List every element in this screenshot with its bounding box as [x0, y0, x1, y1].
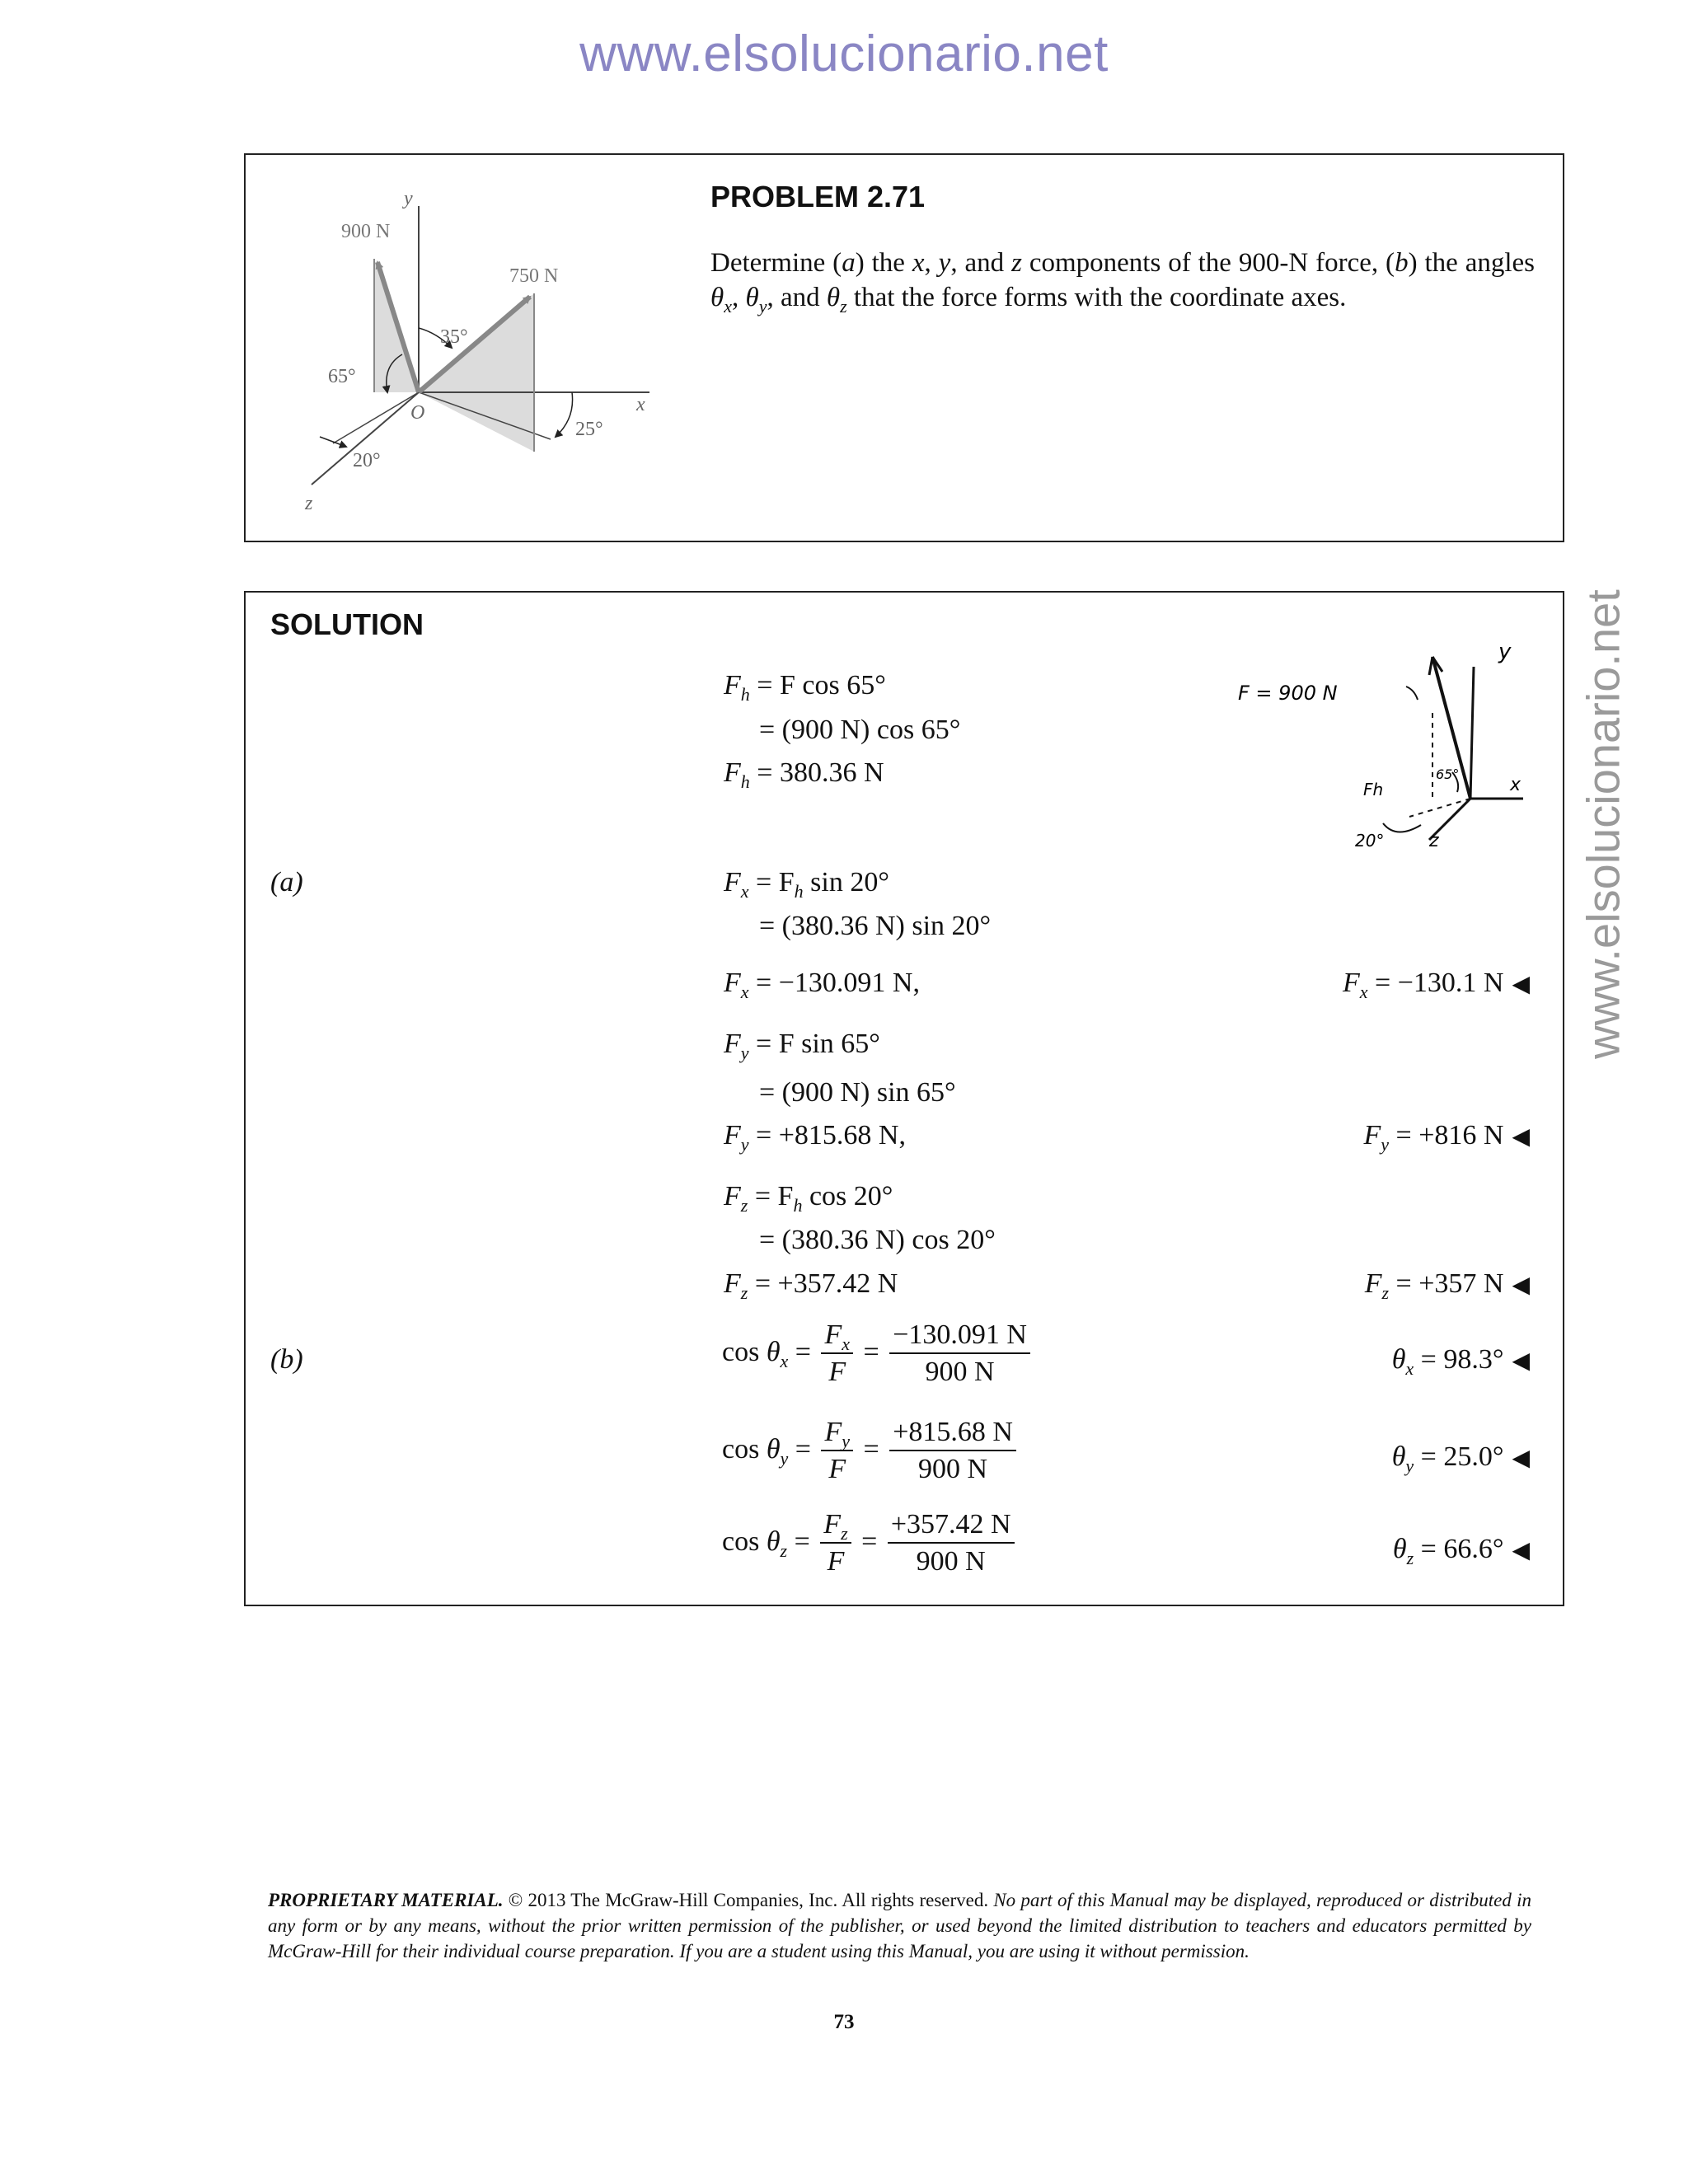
eq-fx-2: = (380.36 N) sin 20° [759, 911, 992, 941]
sketch-y: y [1498, 640, 1512, 664]
fig-35-label: 35° [440, 326, 468, 348]
fig-900-label: 900 N [341, 221, 391, 242]
problem-figure [287, 171, 699, 518]
shade-750 [419, 293, 534, 452]
sketch-65: 65° [1436, 766, 1460, 782]
aux-line [333, 392, 419, 443]
fig-z-label: z [305, 493, 313, 514]
eq-fz-2: = (380.36 N) cos 20° [759, 1225, 996, 1255]
fig-65-label: 65° [328, 366, 356, 387]
eq-fy-3: $F_y = +815.68$ N, [724, 1120, 906, 1155]
label-part-a: (a) [270, 867, 303, 898]
fig-origin-label: O [410, 402, 425, 424]
watermark-top: www.elsolucionario.net [579, 26, 1109, 82]
fig-x-label: x [636, 394, 645, 415]
eq-theta-x: $\cos \theta_x$ = $\frac{F_x}{F}$ = $\frac{-130.091 N}{900 N}$ [722, 1319, 1034, 1389]
eq-fh-3: $F_h = 380.36$ N [724, 757, 884, 792]
sketch-z: z [1429, 831, 1439, 848]
answer-marker-icon: ◀ [1512, 970, 1530, 997]
eq-theta-z: $\cos \theta_z$ = $\frac{F_z}{F}$ = $\frac{+357.42 N}{900 N}$ [722, 1509, 1018, 1578]
sketch-20: 20° [1355, 831, 1385, 848]
answer-marker-icon: ◀ [1512, 1536, 1530, 1563]
arc-25 [556, 392, 573, 437]
fig-25-label: 25° [575, 419, 603, 440]
eq-fz-3: $F_z = +357.42$ N [724, 1268, 898, 1303]
fig-20-label: 20° [353, 450, 381, 471]
eq-fh-2: = (900 N) cos 65° [759, 715, 961, 745]
solution-title: SOLUTION [270, 607, 424, 641]
eq-fy-2: = (900 N) sin 65° [759, 1077, 956, 1108]
label-part-b: (b) [270, 1344, 303, 1375]
eq-fy-1: $F_y = F$ sin 65° [724, 1029, 880, 1063]
eq-theta-y: $\cos \theta_y$ = $\frac{F_y}{F}$ = $\frac{+815.68 N}{900 N}$ [722, 1417, 1020, 1486]
solution-sketch [1235, 634, 1531, 848]
fig-750-label: 750 N [509, 265, 559, 287]
sketch-x: x [1510, 775, 1522, 795]
eq-fh-1: $F_h = F$ cos 65° [724, 670, 886, 705]
eq-fz-1: $F_z = F_h$ cos 20° [724, 1181, 893, 1216]
watermark-side: www.elsolucionario.net [1577, 589, 1629, 1059]
problem-box [244, 153, 1564, 542]
eq-fx-3: $F_x = -130.091$ N, [724, 968, 920, 1002]
answer-theta-y: $\theta_y = 25.0^\circ$ ◀ [1391, 1441, 1530, 1476]
answer-marker-icon: ◀ [1512, 1271, 1530, 1298]
footer-copyright: PROPRIETARY MATERIAL. © 2013 The McGraw-Hill Companies, Inc. All rights reserved. No part of this Manual may be displayed, reproduced or distributed in any form or by any means, without the prior written permission of the publisher, or used beyond the limited distribution to teachers and educators permitted by McGraw-Hill for their individual course preparation. If you are a student using this Manual, you are using it without permission. [268, 1890, 1531, 1961]
problem-title: PROBLEM 2.71 [710, 180, 926, 213]
answer-theta-x: $\theta_x = 98.3^\circ$ ◀ [1391, 1344, 1530, 1379]
answer-marker-icon: ◀ [1512, 1347, 1530, 1374]
answer-marker-icon: ◀ [1512, 1444, 1530, 1471]
answer-theta-z: $\theta_z = 66.6^\circ$ ◀ [1392, 1534, 1530, 1568]
answer-fx: $F_x = -130.1$ N ◀ [1343, 968, 1530, 1002]
sketch-fh: Fh [1363, 780, 1384, 799]
sketch-force: F = 900 N [1238, 682, 1338, 705]
answer-fy: $F_y = +816$ N ◀ [1363, 1120, 1530, 1155]
eq-fx-1: $F_x = F_h$ sin 20° [724, 867, 889, 902]
solution-box [244, 591, 1564, 1606]
answer-fz: $F_z = +357$ N ◀ [1364, 1268, 1530, 1303]
problem-statement: Determine (a) the x, y, and z components of the 900-N force, (b) the angles $\theta_x$, $\theta_y$, and $\theta_z$ that the force forms with the coordinate axes. [710, 248, 1536, 316]
fig-y-label: y [404, 188, 413, 209]
answer-marker-icon: ◀ [1512, 1122, 1530, 1150]
page-number: 73 [833, 2011, 855, 2033]
